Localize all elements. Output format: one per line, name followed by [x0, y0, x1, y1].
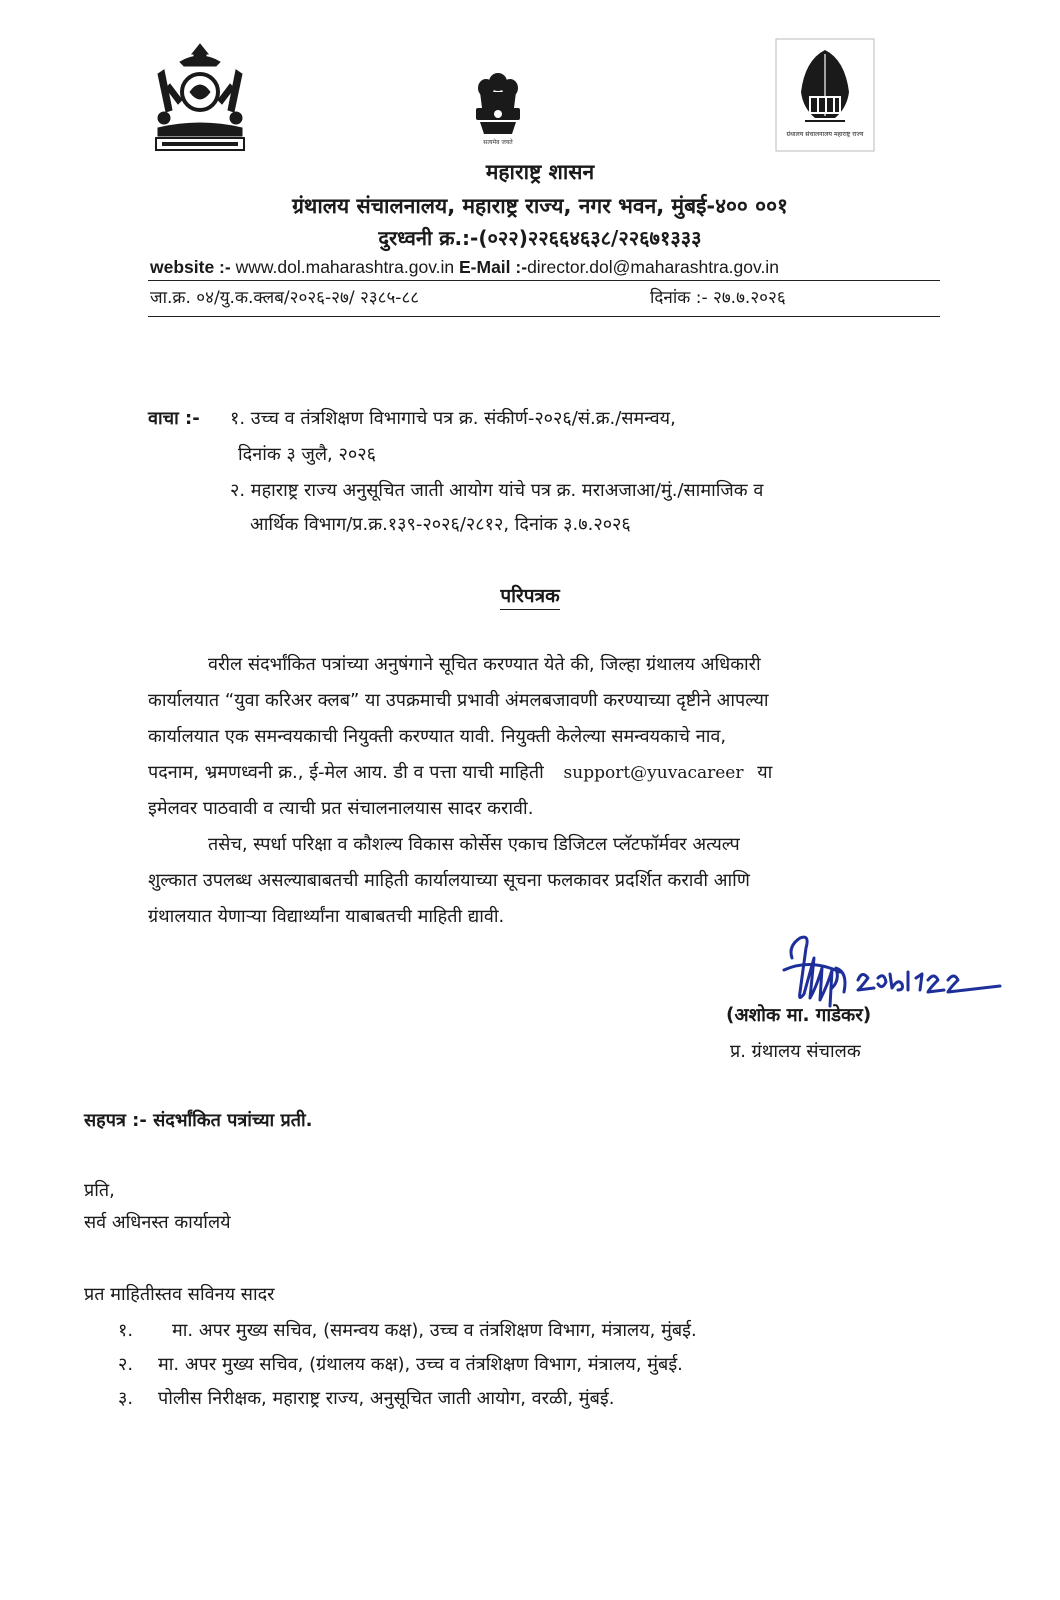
to-label: प्रति, — [84, 1180, 115, 1201]
office-phone: दुरध्वनी क्र.:-(०२२)२२६६४६३८/२२६७१३३३ — [378, 226, 702, 250]
to-recipient: सर्व अधिनस्त कार्यालये — [84, 1212, 231, 1233]
copy-item-1: मा. अपर मुख्य सचिव, (समन्वय कक्ष), उच्च व तंत्रशिक्षण विभाग, मंत्रालय, मुंबई. — [172, 1320, 697, 1341]
logo-caption: ग्रंथालय संचालनालय महाराष्ट्र राज्य — [786, 131, 864, 138]
library-directorate-logo — [775, 38, 875, 153]
email-label: E-Mail :- — [459, 257, 528, 277]
read-item-1-line-2: दिनांक ३ जुलै, २०२६ — [238, 444, 376, 465]
signatory-name: (अशोक मा. गाडेकर) — [726, 1005, 872, 1026]
copy-item-3-number: ३. — [118, 1388, 134, 1409]
reference-divider — [148, 316, 940, 317]
support-email[interactable]: support@yuvacareer — [563, 763, 744, 783]
para-1-line-2: कार्यालयात “युवा करिअर क्लब” या उपक्रमाची प्रभावी अंमलबजावणी करण्याच्या दृष्टीने आपल्या — [148, 690, 769, 711]
reference-date: दिनांक :- २७.७.२०२६ — [650, 288, 786, 308]
para-1-line-5: इमेलवर पाठवावी व त्याची प्रत संचालनालयास सादर करावी. — [148, 798, 534, 819]
state-emblem-logo — [150, 40, 250, 155]
copy-item-2-number: २. — [118, 1354, 134, 1375]
para-1-line-4-tail: या — [757, 762, 773, 783]
para-1-line-1: वरील संदर्भांकित पत्रांच्या अनुषंगाने सूचित करण्यात येते की, जिल्हा ग्रंथालय अधिकारी — [208, 654, 761, 675]
para-1-line-3: कार्यालयात एक समन्वयकाची नियुक्ती करण्यात यावी. नियुक्ती केलेल्या समन्वयकाचे नाव, — [148, 726, 727, 747]
government-title: महाराष्ट्र शासन — [485, 160, 595, 184]
emblem-motto: सत्यमेव जयते — [483, 139, 513, 146]
email-link[interactable]: director.dol@maharashtra.gov.in — [527, 257, 779, 277]
read-item-1-line-1: १. उच्च व तंत्रशिक्षण विभागाचे पत्र क्र. संकीर्ण-२०२६/सं.क्र./समन्वय, — [230, 408, 676, 429]
header-divider — [148, 280, 940, 281]
circular-heading — [0, 582, 1060, 608]
national-emblem-logo — [468, 68, 528, 148]
read-item-2-line-1: २. महाराष्ट्र राज्य अनुसूचित जाती आयोग यांचे पत्र क्र. मराअजाआ/मुं./सामाजिक व — [230, 480, 764, 501]
copy-item-1-number: १. — [118, 1320, 134, 1341]
copy-item-2: मा. अपर मुख्य सचिव, (ग्रंथालय कक्ष), उच्च व तंत्रशिक्षण विभाग, मंत्रालय, मुंबई. — [158, 1354, 683, 1375]
para-2-line-3: ग्रंथालयात येणाऱ्या विद्यार्थ्यांना याबाबतची माहिती द्यावी. — [148, 906, 505, 927]
website-link[interactable]: www.dol.maharashtra.gov.in — [235, 257, 455, 277]
signatory-designation: प्र. ग्रंथालय संचालक — [730, 1041, 861, 1062]
read-label: वाचा :- — [148, 408, 200, 429]
reference-number: जा.क्र. ०४/यु.क.क्लब/२०२६-२७/ २३८५-८८ — [150, 288, 420, 308]
contact-line — [150, 257, 940, 278]
para-2-line-1: तसेच, स्पर्धा परिक्षा व कौशल्य विकास कोर्सेस एकाच डिजिटल प्लॅटफॉर्मवर अत्यल्प — [208, 834, 740, 855]
enclosure-line: सहपत्र :- संदर्भांकित पत्रांच्या प्रती. — [84, 1110, 313, 1131]
read-item-2-line-2: आर्थिक विभाग/प्र.क्र.१३९-२०२६/२८१२, दिनांक ३.७.२०२६ — [250, 514, 631, 535]
office-address: ग्रंथालय संचालनालय, महाराष्ट्र राज्य, नगर भवन, मुंबई-४०० ००१ — [292, 194, 788, 218]
copy-item-3: पोलीस निरीक्षक, महाराष्ट्र राज्य, अनुसूचित जाती आयोग, वरळी, मुंबई. — [158, 1388, 615, 1409]
copy-label: प्रत माहितीस्तव सविनय सादर — [84, 1284, 275, 1305]
para-1-line-4 — [148, 762, 772, 784]
para-2-line-2: शुल्कात उपलब्ध असल्याबाबतची माहिती कार्यालयाच्या सूचना फलकावर प्रदर्शित करावी आणि — [148, 870, 750, 891]
para-1-line-4-text: पदनाम, भ्रमणध्वनी क्र., ई-मेल आय. डी व पत्ता याची माहिती — [148, 762, 544, 783]
circular-heading-text: परिपत्रक — [500, 585, 559, 610]
website-label: website :- — [150, 257, 231, 277]
